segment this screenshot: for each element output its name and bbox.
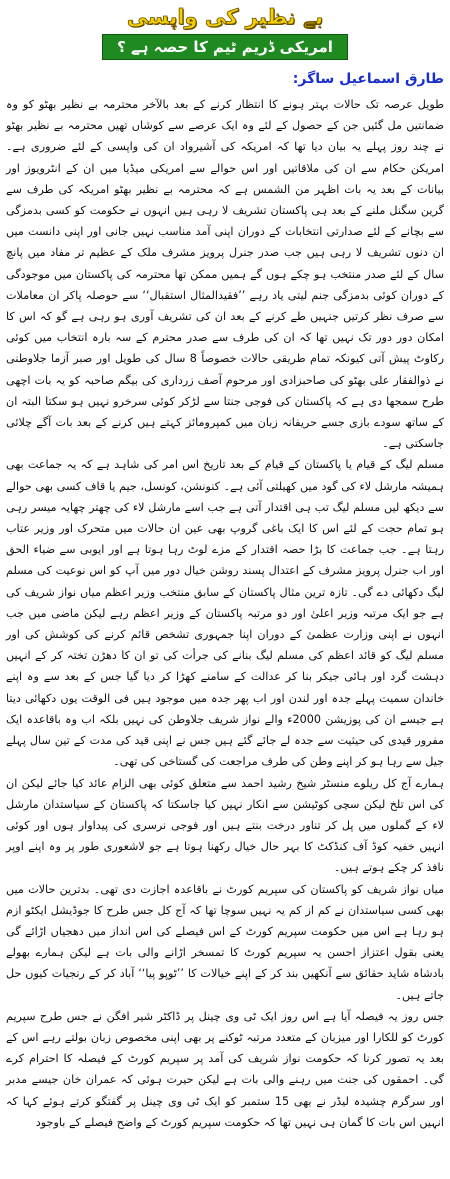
- article-subtitle-banner: [6, 34, 444, 60]
- article-subtitle: امریکی ڈریم ٹیم کا حصہ ہے ؟: [102, 34, 348, 60]
- article-title: بے نظیر کی واپسی: [126, 5, 324, 29]
- article-paragraph: طویل عرصہ تک حالات بہتر ہونے کا انتظار کرنے کے بعد بالآخر محترمہ بے نظیر بھٹو کو وہ ضمانتیں مل گئیں جن کے حصول کے لئے وہ ایک عرصے سے کوشاں تھیں محترمہ بے نظیر بھٹو نے چند روز پہلے یہ بیان دیا تھا کہ امریکہ کی آشیرواد ان کی واپسی کے لئے ضروری ہے۔ امریکن حکام سے ان کی ملاقاتیں اور اس حوالے سے امریکی میڈیا میں ان کے انٹرویوز اور بیانات کے بعد یہ بات اظہر من الشمس ہے کہ محترمہ بے نظیر بھٹو امریکہ کی طرف سے گرین سگنل ملنے کے بعد ہی پاکستان تشریف لا رہی ہیں انہوں نے حکومت کو کسی بدمزگی سے بچانے کے لئے صدارتی انتخابات کے دوران اپنی آمد مناسب نہیں جانی اور اپنی دانست میں ان دنوں تشریف لا رہی ہیں جب صدر جنرل پرویز مشرف ملک کے عظیم تر مفاد میں پانچ سال کے لئے صدر منتخب ہو چکے ہوں گے ہمیں ممکن تھا محترمہ کی پاکستان میں موجودگی کے دوران کوئی بدمزگی جنم لیتی یاد رہے ’’فقیدالمثال استقبال‘‘ سے حوصلہ پاکر ان معاملات سے صرف نظر کرتیں جنہیں طے کرنے کے بعد ان کی تشریف آوری ہو رہی ہے گو کہ اس کا امکان دور دور تک نہیں تھا کہ ان کی طرف سے صدر محترم کے سہ بارہ انتخاب میں کوئی رکاوٹ پیش آتی کیونکہ تمام طریقی حالات خصوصاً 8 سال کی طویل اور صبر آزما جلاوطنی نے ذوالفقار علی بھٹو کی صاحبزادی اور مرحوم آصف زرداری کی بیگم صاحبہ کو یہ بات اچھی طرح سمجھا دی ہے کہ پاکستان کی فوجی جنتا سے لڑکر کوئی سرخرو نہیں ہو سکتا البتہ ان کے ساتھ سودے بازی جسے حریفانہ زبان میں کمپرومائز کہتے ہیں کرنے کے بعد بات آگے چلائی جاسکتی ہے۔: [6, 98, 444, 451]
- article-paragraph: مسلم لیگ کے قیام یا پاکستان کے قیام کے بعد تاریخ اس امر کی شاہد ہے کہ یہ جماعت بھی ہمیشہ مارشل لاء کی گود میں کھیلتی آئی ہے۔ کنونشن، کونسل، جیم یا قاف کسی بھی حوالے سے دیکھ لیں مسلم لیگ تب ہی اقتدار آتی ہے جب اسے مارشل لاء کی چھتر چھایہ میسر رہی ہو تمام حجت کے لئے اس کا ایک باغی گروپ بھی عین ان حالات میں متحرک اور وزیر عتاب رہتا ہے۔ جب جماعت کا بڑا حصہ اقتدار کے مزے لوٹ رہا ہوتا ہے اور ایوبی سے ضیاء الحق اور اب جنرل پرویز مشرف کے اعتدال پسند روشن خیال دور میں آپ کو اس نوعیت کی مسلم لیگ دکھائی دے گی۔ تازہ ترین مثال پاکستان کے سابق منتخب وزیر اعظم میاں نواز شریف کی ہے جو ایک مرتبہ وزیر اعلیٰ اور دو مرتبہ پاکستان کے وزیر اعظم رہے لیکن ماضی میں جب انہوں نے اپنی وزارت عظمیٰ کے دوران اپنا جمہوری تشخص قائم کرنے کی کوشش کی اور مسلم لیگ کو قائد اعظم کی مسلم لیگ بنانے کی جرأت کی تو ان کا دھڑن تختہ کر کے انہیں دہشت گرد اور ہائی جیکر بنا کر عدالت کے سامنے کھڑا کر دیا گیا جس کے بعد سے وہ اپنے خاندان سمیت پہلے جدہ اور لندن اور اب پھر جدہ میں موجود ہیں فی الوقت یوں دکھائی دیتا ہے جیسے ان کی پوزیشن 2000ء والے نواز شریف جلاوطن کی نہیں بلکہ اب وہ باقاعدہ ایک مفرور قیدی کی حیثیت سے جدہ لے جائے گئے ہیں جس نے اپنی قید کی مدت کے تین سال پہلے جیل سے رہا ہو کر اپنے وطن کی طرف مراجعت کی گستاخی کی تھی۔: [6, 458, 444, 769]
- article-author: طارق اسماعیل ساگر:: [292, 71, 444, 87]
- article-body: [6, 94, 444, 1133]
- article-paragraph: جس روز یہ فیصلہ آیا ہے اس روز ایک ٹی وی چینل پر ڈاکٹر شیر افگن نے جس طرح سپریم کورٹ کو للکارا اور میزبان کے متعدد مرتبہ ٹوکنے پر بھی اپنی مخصوص زبان بولتے رہے اس کے بعد یہ تصور کرنا کہ حکومت نواز شریف کی آمد پر سپریم کورٹ کے فیصلہ کا احترام کرے گی۔ احمقوں کی جنت میں رہنے والی بات ہے لیکن حیرت ہوئی کہ عمران خان جیسے مدبر اور سرگرم چشیدہ لیڈر نے بھی 15 ستمبر کو ایک ٹی وی چینل پر گفتگو کرتے ہوئے کہا کہ انہیں اس بات کا گمان ہی نہیں تھا کہ حکومت سپریم کورٹ کے واضح فیصلے کے باوجود: [6, 1009, 445, 1129]
- article-paragraph: میاں نواز شریف کو پاکستان کی سپریم کورٹ نے باقاعدہ اجازت دی تھی۔ بدترین حالات میں بھی کسی سیاستدان نے کم از کم یہ نہیں سوچا تھا کہ آج کل جس طرح کا جوڈیشل ایکٹو ازم ہو رہا ہے اس میں حکومت سپریم کورٹ کے اس فیصلے کی اس انداز میں دھجیاں اڑائے گی یعنی بقول اعتزاز احسن یہ سپریم کورٹ کا تمسخر اڑانے والی بات ہے لیکن ہمارے بھولے بادشاہ شاید حقائق سے آنکھیں بند کر کے اپنے خیالات کا ’’ٹوپو پیا‘‘ آباد کر کے رنجیات کیوں حل جاتے ہیں۔: [6, 882, 444, 1002]
- article-paragraph: ہمارے آج کل ریلوے منسٹر شیخ رشید احمد سے متعلق کوئی بھی الزام عائد کیا جائے لیکن ان کی اس تلخ لیکن سچی کوٹیشن سے انکار نہیں کیا جاسکتا کہ پاکستان کے سیاستدان مارشل لاء کے گملوں میں پل کر تناور درخت بنتے ہیں اور فوجی نرسری کی پیداوار ہوں اور کوئی انہیں خفیہ کوڈ آف کنڈکٹ کا بہر حال خیال رکھنا ہوتا ہے جو لاشعوری طور پر وہ اپنے اوپر نافذ کر چکے ہوتے ہیں۔: [6, 776, 444, 875]
